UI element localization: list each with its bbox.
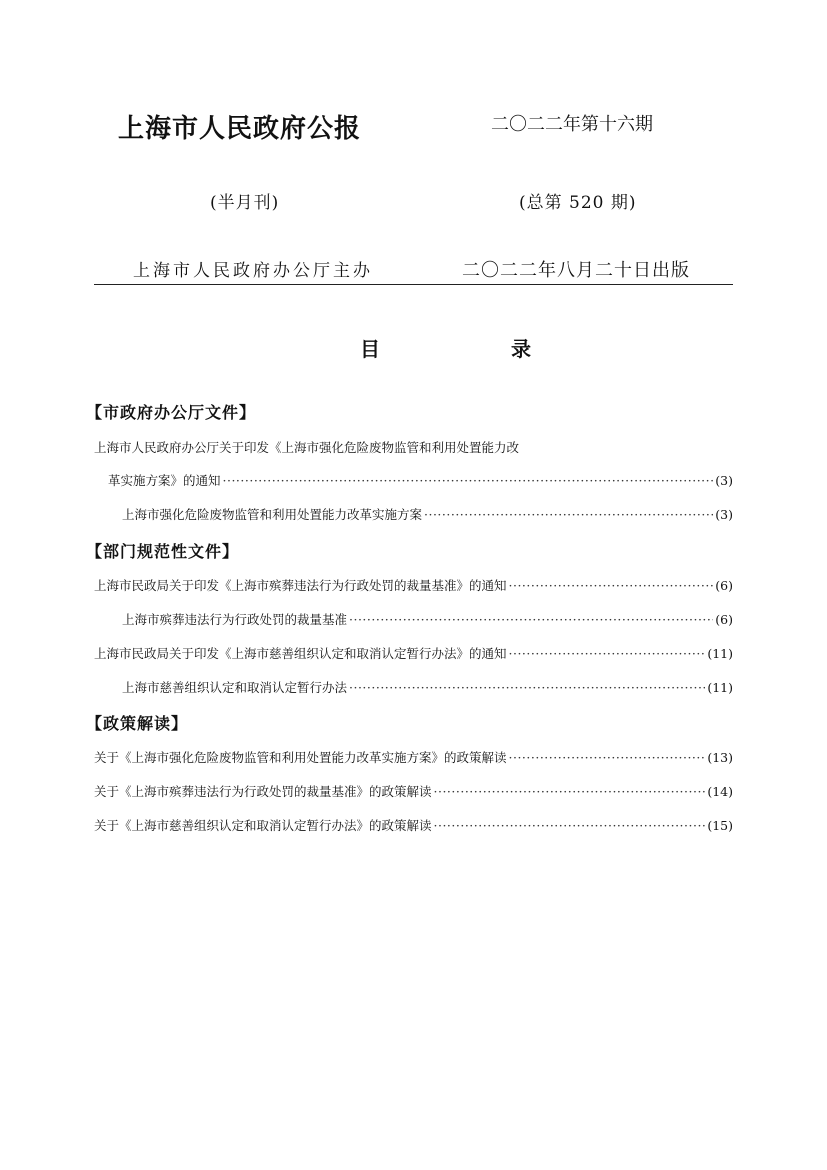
toc-title: 目 录 xyxy=(360,337,593,361)
section-heading: 【政策解读】 xyxy=(86,714,189,733)
issue-number: 二〇二二年第十六期 xyxy=(491,114,653,135)
toc-entry-title: 革实施方案》的通知 xyxy=(108,473,221,488)
toc-entry-title: 关于《上海市慈善组织认定和取消认定暂行办法》的政策解读 xyxy=(94,818,432,833)
toc-entry[interactable] xyxy=(122,505,733,523)
toc-entry-title: 上海市殡葬违法行为行政处罚的裁量基准 xyxy=(122,612,348,627)
toc-entry-title: 上海市慈善组织认定和取消认定暂行办法 xyxy=(122,680,348,695)
toc-entry-page: (14) xyxy=(707,784,733,799)
toc-leader xyxy=(349,680,705,695)
toc-entry[interactable] xyxy=(94,816,733,834)
total-issue-label: (总第 520 期) xyxy=(519,193,637,213)
toc-entry-page: (13) xyxy=(707,750,733,765)
toc-leader xyxy=(349,612,713,627)
toc-leader xyxy=(434,818,706,833)
toc-entry-title: 上海市强化危险废物监管和利用处置能力改革实施方案 xyxy=(122,507,423,522)
toc-entry-page: (11) xyxy=(707,646,733,661)
toc-entry-title: 上海市民政局关于印发《上海市慈善组织认定和取消认定暂行办法》的通知 xyxy=(94,646,507,661)
sponsor-label: 上海市人民政府办公厅主办 xyxy=(133,261,373,281)
toc-entry-title: 关于《上海市强化危险废物监管和利用处置能力改革实施方案》的政策解读 xyxy=(94,750,507,765)
toc-entry-page: (6) xyxy=(715,612,733,627)
toc-entry[interactable] xyxy=(94,782,733,800)
frequency-label: (半月刊) xyxy=(210,193,280,213)
section-heading: 【部门规范性文件】 xyxy=(86,542,240,561)
toc-leader xyxy=(509,578,714,593)
toc-entry-title: 关于《上海市殡葬违法行为行政处罚的裁量基准》的政策解读 xyxy=(94,784,432,799)
section-heading: 【市政府办公厅文件】 xyxy=(86,403,257,422)
bulletin-title: 上海市人民政府公报 xyxy=(118,114,362,144)
toc-leader xyxy=(424,507,713,522)
toc-leader xyxy=(434,784,706,799)
toc-leader xyxy=(223,473,714,488)
toc-entry[interactable] xyxy=(122,678,733,696)
toc-entry-line1[interactable]: 上海市人民政府办公厅关于印发《上海市强化危险废物监管和利用处置能力改 xyxy=(94,440,520,455)
toc-leader xyxy=(509,750,706,765)
toc-entry[interactable] xyxy=(108,471,733,489)
toc-entry-page: (15) xyxy=(707,818,733,833)
toc-entry[interactable] xyxy=(94,644,733,662)
header-divider xyxy=(94,284,733,285)
toc-leader xyxy=(509,646,706,661)
toc-entry[interactable] xyxy=(94,748,733,766)
toc-entry[interactable] xyxy=(122,610,733,628)
publish-date: 二〇二二年八月二十日出版 xyxy=(462,260,690,281)
toc-entry-page: (6) xyxy=(715,578,733,593)
toc-entry-title: 上海市民政局关于印发《上海市殡葬违法行为行政处罚的裁量基准》的通知 xyxy=(94,578,507,593)
toc-entry[interactable] xyxy=(94,576,733,594)
toc-entry-page: (3) xyxy=(715,473,733,488)
toc-entry-page: (11) xyxy=(707,680,733,695)
toc-entry-page: (3) xyxy=(715,507,733,522)
